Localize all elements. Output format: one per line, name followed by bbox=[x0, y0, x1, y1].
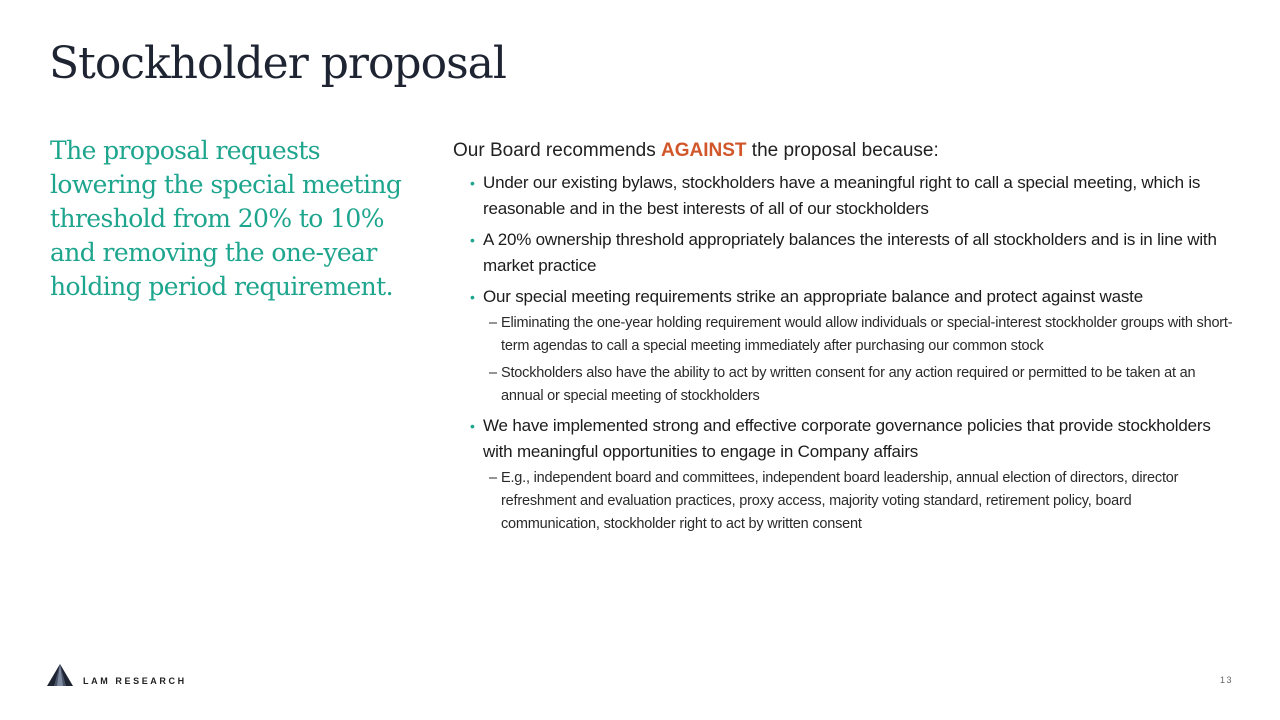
reason-bullet bbox=[453, 170, 1233, 222]
slide-title: Stockholder proposal bbox=[49, 38, 506, 89]
against-emphasis: AGAINST bbox=[661, 140, 747, 161]
bullet-dot-icon: • bbox=[470, 289, 475, 305]
reason-bullet bbox=[453, 284, 1233, 408]
board-recommendation bbox=[453, 138, 1233, 541]
reason-text: Our special meeting requirements strike an appropriate balance and protect against waste bbox=[483, 287, 1143, 306]
page-number: 13 bbox=[1220, 675, 1234, 685]
sub-reason bbox=[483, 467, 1233, 536]
reason-text: We have implemented strong and effective corporate governance policies that provide stockholders with meaningful opportunities to engage in Company affairs bbox=[483, 416, 1211, 461]
bullet-dot-icon: • bbox=[470, 418, 475, 434]
sub-reason bbox=[483, 362, 1233, 408]
sub-reason-text: Stockholders also have the ability to act by written consent for any action required or permitted to be taken at an annual or special meeting of stockholders bbox=[501, 365, 1196, 404]
dash-icon: – bbox=[489, 470, 497, 486]
recommendation-intro bbox=[453, 138, 1233, 164]
reason-text: A 20% ownership threshold appropriately balances the interests of all stockholders and is in line with market practice bbox=[483, 230, 1217, 275]
company-brand: LAM RESEARCH bbox=[83, 676, 187, 686]
bullet-dot-icon: • bbox=[470, 232, 475, 248]
reason-text: Under our existing bylaws, stockholders have a meaningful right to call a special meeting, which is reasonable and in the best interests of all of our stockholders bbox=[483, 173, 1201, 218]
sub-reason bbox=[483, 312, 1233, 358]
dash-icon: – bbox=[489, 365, 497, 381]
reason-bullet bbox=[453, 413, 1233, 536]
proposal-summary: The proposal requests lowering the special meeting threshold from 20% to 10% and removing the one-year holding period requirement. bbox=[50, 136, 402, 301]
sub-reasons-list bbox=[483, 467, 1233, 536]
intro-text-after: the proposal because: bbox=[746, 140, 939, 161]
dash-icon: – bbox=[489, 315, 497, 331]
intro-text-before: Our Board recommends bbox=[453, 140, 662, 161]
reasons-list bbox=[453, 170, 1233, 536]
sub-reason-text: E.g., independent board and committees, independent board leadership, annual election of directors, director refreshment and evaluation practices, proxy access, majority voting standard, retirement policy, board communication, stockholder right to act by written consent bbox=[501, 470, 1179, 532]
bullet-dot-icon: • bbox=[470, 175, 475, 191]
lam-logo-icon bbox=[46, 663, 74, 687]
reason-bullet bbox=[453, 227, 1233, 279]
sub-reasons-list bbox=[483, 312, 1233, 408]
sub-reason-text: Eliminating the one-year holding requirement would allow individuals or special-interest stockholder groups with short-term agendas to call a special meeting immediately after purchasing our common stock bbox=[501, 315, 1233, 354]
